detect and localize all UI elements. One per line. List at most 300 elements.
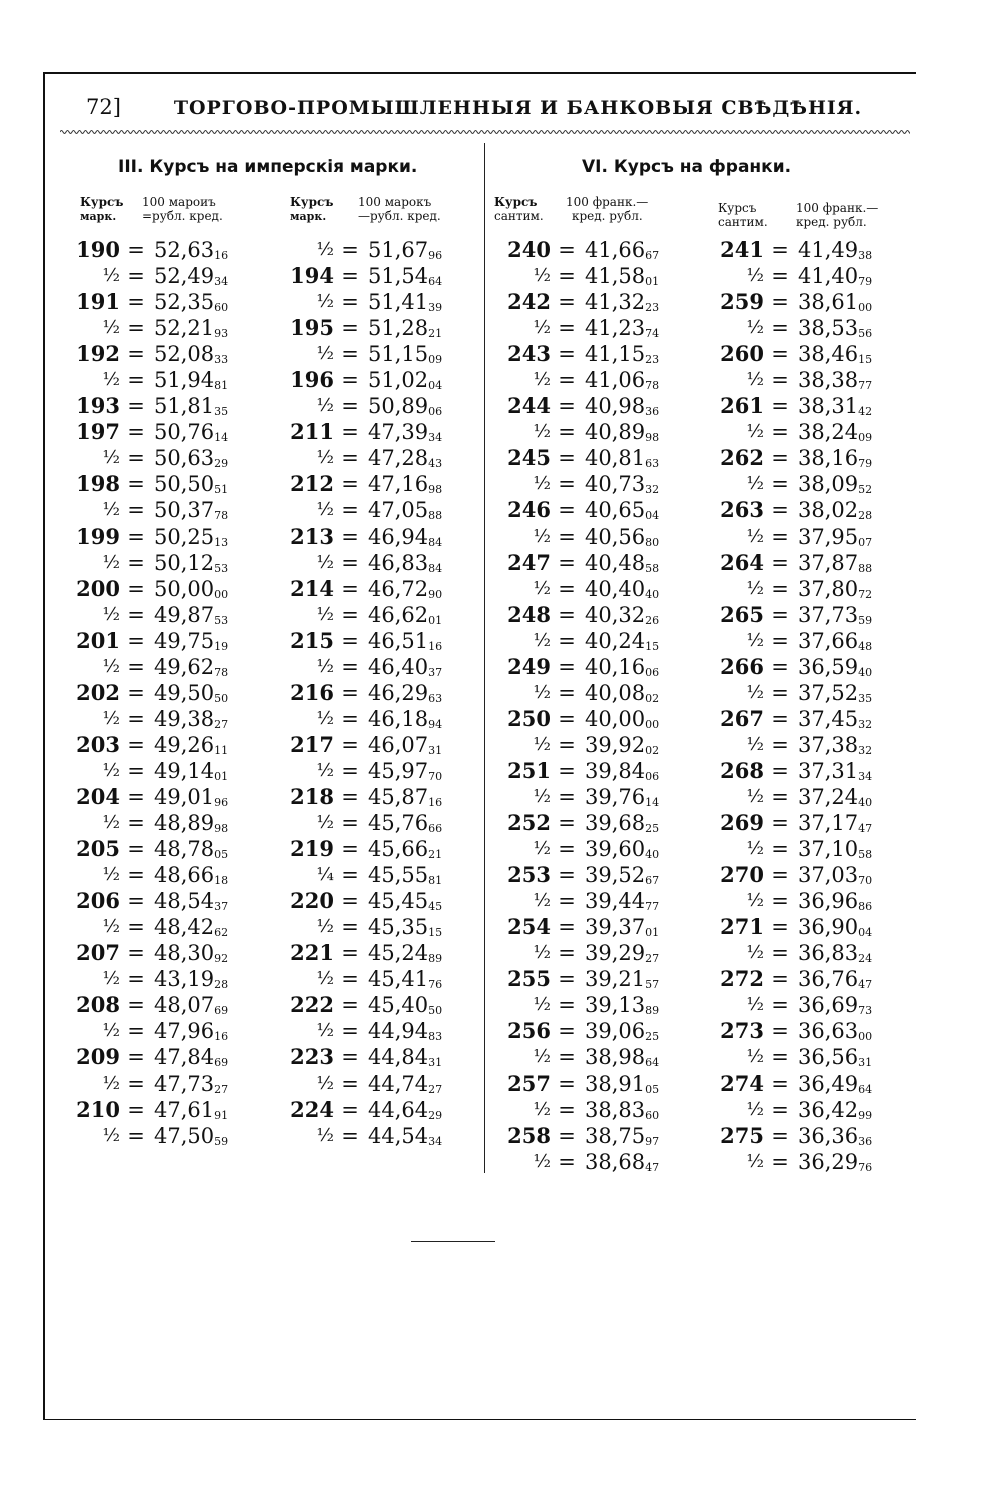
equals-sign: = xyxy=(127,1045,145,1070)
rate-value-fraction: 29 xyxy=(428,1108,443,1122)
rate-value-main: 39,06 xyxy=(585,1019,646,1044)
equals-sign: = xyxy=(558,784,576,809)
rate-value-main: 37,80 xyxy=(798,576,859,601)
rate-key: ½ xyxy=(533,1150,551,1172)
rate-value-main: 46,62 xyxy=(368,602,429,627)
rate-value-fraction: 64 xyxy=(428,275,443,289)
rate-value-fraction: 64 xyxy=(645,1056,660,1070)
equals-sign: = xyxy=(127,706,145,731)
rate-value-main: 48,89 xyxy=(154,811,215,836)
rate-value-main: 39,21 xyxy=(585,967,646,992)
rate-value-fraction: 34 xyxy=(428,431,443,445)
equals-sign: = xyxy=(127,967,145,992)
equals-sign: = xyxy=(341,628,359,653)
rate-value-fraction: 02 xyxy=(645,743,660,757)
rate-value-fraction: 78 xyxy=(645,379,660,393)
equals-sign: = xyxy=(771,628,789,653)
equals-sign: = xyxy=(771,550,789,575)
rate-value-main: 39,92 xyxy=(585,732,646,757)
equals-sign: = xyxy=(771,316,789,341)
rate-key: ½ xyxy=(316,603,334,625)
rate-value-main: 50,63 xyxy=(154,446,215,471)
rate-value-fraction: 16 xyxy=(214,1030,229,1044)
equals-sign: = xyxy=(341,732,359,757)
rate-key: 257 xyxy=(507,1070,551,1096)
equals-sign: = xyxy=(558,264,576,289)
rate-value-fraction: 01 xyxy=(428,613,443,627)
rate-key: 190 xyxy=(76,237,120,262)
rate-value-main: 46,18 xyxy=(368,706,429,731)
rate-value-fraction: 43 xyxy=(428,457,443,471)
equals-sign: = xyxy=(771,342,789,367)
rate-key: ½ xyxy=(316,812,334,834)
rate-value-main: 36,76 xyxy=(798,967,859,992)
equals-sign: = xyxy=(771,863,789,888)
equals-sign: = xyxy=(771,394,789,419)
rate-value-main: 50,76 xyxy=(154,420,215,445)
rate-value-fraction: 36 xyxy=(645,405,660,419)
rate-key: ¼ xyxy=(316,864,334,886)
rate-key: ½ xyxy=(533,890,551,912)
equals-sign: = xyxy=(127,524,145,549)
rate-key: 200 xyxy=(76,575,120,601)
equals-sign: = xyxy=(127,602,145,627)
rate-key: ½ xyxy=(316,395,334,417)
rate-value-fraction: 13 xyxy=(214,535,229,549)
rate-key: ½ xyxy=(533,1046,551,1068)
rate-value-fraction: 47 xyxy=(645,1160,660,1174)
rate-value-main: 40,16 xyxy=(585,654,646,679)
rate-value-fraction: 40 xyxy=(858,795,873,809)
rate-value-main: 49,50 xyxy=(154,680,215,705)
rate-value-main: 46,29 xyxy=(368,680,429,705)
equals-sign: = xyxy=(127,1019,145,1044)
rate-value-main: 39,13 xyxy=(585,993,646,1018)
equals-sign: = xyxy=(771,498,789,523)
header-kurs: Курсъ xyxy=(494,195,538,209)
rate-value-main: 37,24 xyxy=(798,784,859,809)
rate-key: ½ xyxy=(316,291,334,313)
rate-value-fraction: 84 xyxy=(428,535,443,549)
rate-value-main: 41,23 xyxy=(585,316,646,341)
rate-value-fraction: 48 xyxy=(858,639,873,653)
equals-sign: = xyxy=(127,1097,145,1122)
rate-key: 213 xyxy=(290,523,334,549)
rate-value-fraction: 99 xyxy=(858,1108,873,1122)
equals-sign: = xyxy=(558,1149,576,1174)
rate-value-fraction: 26 xyxy=(645,613,660,627)
rate-value-main: 36,42 xyxy=(798,1097,859,1122)
rate-value-main: 38,38 xyxy=(798,368,859,393)
rate-value-fraction: 98 xyxy=(214,822,229,836)
rate-key: 203 xyxy=(76,731,120,757)
equals-sign: = xyxy=(558,680,576,705)
rate-key: ½ xyxy=(746,317,764,339)
equals-sign: = xyxy=(341,758,359,783)
rate-key: 267 xyxy=(720,705,764,731)
rate-value-fraction: 25 xyxy=(645,1030,660,1044)
rate-key: ½ xyxy=(746,785,764,807)
rate-key: ½ xyxy=(102,603,120,625)
equals-sign: = xyxy=(558,1097,576,1122)
rate-value-fraction: 14 xyxy=(214,431,229,445)
rate-value-main: 37,38 xyxy=(798,732,859,757)
rate-value-fraction: 28 xyxy=(214,978,229,992)
header-unit: сантим. xyxy=(494,209,544,223)
rate-value-fraction: 77 xyxy=(858,379,873,393)
equals-sign: = xyxy=(558,342,576,367)
rate-key: 248 xyxy=(507,601,551,627)
rate-value-main: 48,07 xyxy=(154,993,215,1018)
rate-key: 264 xyxy=(720,549,764,575)
equals-sign: = xyxy=(127,654,145,679)
rate-value-fraction: 60 xyxy=(214,301,229,315)
rate-key: ½ xyxy=(316,916,334,938)
rate-key: ½ xyxy=(533,317,551,339)
rate-value-fraction: 31 xyxy=(428,743,443,757)
equals-sign: = xyxy=(341,654,359,679)
rate-value-main: 45,97 xyxy=(368,758,429,783)
rate-key: 210 xyxy=(76,1096,120,1122)
equals-sign: = xyxy=(341,1097,359,1122)
rate-value-main: 36,96 xyxy=(798,889,859,914)
equals-sign: = xyxy=(341,446,359,471)
rate-value-main: 45,76 xyxy=(368,811,429,836)
rate-key: ½ xyxy=(316,499,334,521)
rate-value-fraction: 32 xyxy=(645,483,660,497)
header-kurs: Курсъ xyxy=(718,201,757,215)
wavy-rule xyxy=(60,128,910,136)
equals-sign: = xyxy=(771,1071,789,1096)
rate-key: ½ xyxy=(316,1124,334,1146)
rate-key: 220 xyxy=(290,888,334,914)
rate-value-main: 44,84 xyxy=(368,1045,429,1070)
rate-value-main: 37,03 xyxy=(798,863,859,888)
rate-value-main: 36,63 xyxy=(798,1019,859,1044)
rate-key: 215 xyxy=(290,627,334,653)
equals-sign: = xyxy=(558,941,576,966)
equals-sign: = xyxy=(771,993,789,1018)
rate-value-main: 40,56 xyxy=(585,524,646,549)
rate-value-fraction: 73 xyxy=(858,1004,873,1018)
rate-value-fraction: 04 xyxy=(858,926,873,940)
equals-sign: = xyxy=(771,758,789,783)
rate-value-fraction: 84 xyxy=(428,561,443,575)
rate-value-fraction: 16 xyxy=(428,795,443,809)
rate-value-main: 46,51 xyxy=(368,628,429,653)
rate-key: 275 xyxy=(720,1122,764,1148)
rate-key: ½ xyxy=(316,343,334,365)
rate-value-fraction: 77 xyxy=(645,900,660,914)
equals-sign: = xyxy=(558,420,576,445)
rate-value-fraction: 31 xyxy=(858,1056,873,1070)
rate-value-main: 38,91 xyxy=(585,1071,646,1096)
rate-key: ½ xyxy=(102,968,120,990)
rate-key: 272 xyxy=(720,966,764,992)
rate-key: 270 xyxy=(720,862,764,888)
rate-value-fraction: 19 xyxy=(214,639,229,653)
rate-key: ½ xyxy=(533,421,551,443)
rate-value-main: 36,59 xyxy=(798,654,859,679)
rate-value-fraction: 25 xyxy=(645,822,660,836)
rate-value-main: 38,83 xyxy=(585,1097,646,1122)
rate-value-fraction: 39 xyxy=(428,301,443,315)
rate-value-main: 38,09 xyxy=(798,472,859,497)
rate-value-main: 41,15 xyxy=(585,342,646,367)
rate-value-main: 47,73 xyxy=(154,1071,215,1096)
equals-sign: = xyxy=(127,784,145,809)
equals-sign: = xyxy=(341,316,359,341)
rate-key: ½ xyxy=(533,629,551,651)
rate-value-main: 49,14 xyxy=(154,758,215,783)
header-currency: =рубл. кред. xyxy=(142,209,223,223)
equals-sign: = xyxy=(558,1045,576,1070)
equals-sign: = xyxy=(127,889,145,914)
rate-value-fraction: 16 xyxy=(428,639,443,653)
rate-key: ½ xyxy=(102,759,120,781)
rate-key: ½ xyxy=(746,1098,764,1120)
rate-key: ½ xyxy=(533,838,551,860)
rate-key: ½ xyxy=(102,707,120,729)
rate-key: ½ xyxy=(746,577,764,599)
rate-value-main: 40,00 xyxy=(585,706,646,731)
rate-value-main: 38,31 xyxy=(798,394,859,419)
rate-value-main: 44,94 xyxy=(368,1019,429,1044)
rate-value-main: 40,40 xyxy=(585,576,646,601)
rate-key: ½ xyxy=(316,239,334,260)
rate-value-main: 39,37 xyxy=(585,915,646,940)
rate-value xyxy=(585,1149,659,1179)
rate-value-main: 45,41 xyxy=(368,967,429,992)
rate-value-main: 39,52 xyxy=(585,863,646,888)
equals-sign: = xyxy=(771,967,789,992)
rate-key: 209 xyxy=(76,1044,120,1070)
rate-value-fraction: 29 xyxy=(214,457,229,471)
equals-sign: = xyxy=(771,889,789,914)
rate-value-main: 48,42 xyxy=(154,915,215,940)
rate-key: ½ xyxy=(746,265,764,287)
rate-value-main: 48,78 xyxy=(154,837,215,862)
rate-value-fraction: 06 xyxy=(645,665,660,679)
rate-value-fraction: 51 xyxy=(214,483,229,497)
equals-sign: = xyxy=(771,446,789,471)
rate-key: 207 xyxy=(76,940,120,966)
equals-sign: = xyxy=(127,420,145,445)
equals-sign: = xyxy=(341,680,359,705)
equals-sign: = xyxy=(341,811,359,836)
rate-value-fraction: 47 xyxy=(858,978,873,992)
rate-key: ½ xyxy=(316,447,334,469)
rate-value-main: 36,90 xyxy=(798,915,859,940)
equals-sign: = xyxy=(558,394,576,419)
rate-value-main: 51,81 xyxy=(154,394,215,419)
rate-key: 218 xyxy=(290,783,334,809)
equals-sign: = xyxy=(341,1045,359,1070)
rate-value-fraction: 32 xyxy=(858,717,873,731)
rate-value-main: 38,53 xyxy=(798,316,859,341)
rate-key: ½ xyxy=(316,1020,334,1042)
rate-key: 216 xyxy=(290,679,334,705)
rate-key: ½ xyxy=(746,421,764,443)
equals-sign: = xyxy=(558,811,576,836)
rate-value-fraction: 78 xyxy=(214,665,229,679)
rate-value-fraction: 53 xyxy=(214,561,229,575)
rate-key: ½ xyxy=(746,838,764,860)
rate-value-main: 49,62 xyxy=(154,654,215,679)
equals-sign: = xyxy=(771,811,789,836)
equals-sign: = xyxy=(341,576,359,601)
equals-sign: = xyxy=(771,784,789,809)
rate-value-main: 49,87 xyxy=(154,602,215,627)
rate-key: ½ xyxy=(746,369,764,391)
equals-sign: = xyxy=(558,915,576,940)
rate-key: 206 xyxy=(76,888,120,914)
rate-value-main: 46,83 xyxy=(368,550,429,575)
rate-key: 268 xyxy=(720,757,764,783)
rate-value-fraction: 15 xyxy=(645,639,660,653)
equals-sign: = xyxy=(771,420,789,445)
equals-sign: = xyxy=(341,993,359,1018)
rate-value-fraction: 79 xyxy=(858,457,873,471)
rate-value-main: 40,73 xyxy=(585,472,646,497)
header-currency: кред. рубл. xyxy=(572,209,643,223)
rate-key: 193 xyxy=(76,393,120,419)
rate-value-main: 48,30 xyxy=(154,941,215,966)
equals-sign: = xyxy=(127,837,145,862)
rate-value-main: 47,84 xyxy=(154,1045,215,1070)
rate-value-main: 40,24 xyxy=(585,628,646,653)
rate-value-main: 50,37 xyxy=(154,498,215,523)
equals-sign: = xyxy=(341,368,359,393)
rate-value-fraction: 63 xyxy=(428,691,443,705)
rate-key: ½ xyxy=(102,655,120,677)
rate-value-main: 39,84 xyxy=(585,758,646,783)
rate-value-fraction: 76 xyxy=(858,1160,873,1174)
rate-value-fraction: 23 xyxy=(645,353,660,367)
rate-key: ½ xyxy=(102,369,120,391)
rate-key: 266 xyxy=(720,653,764,679)
header-currency: кред. рубл. xyxy=(796,215,867,229)
rate-key: ½ xyxy=(102,317,120,339)
rate-value-main: 45,87 xyxy=(368,784,429,809)
rate-key: ½ xyxy=(102,551,120,573)
rate-key: ½ xyxy=(746,994,764,1016)
rate-key: ½ xyxy=(533,681,551,703)
rate-value-fraction: 31 xyxy=(428,1056,443,1070)
equals-sign: = xyxy=(127,863,145,888)
rate-value-fraction: 79 xyxy=(858,275,873,289)
equals-sign: = xyxy=(771,238,789,262)
rate-value-fraction: 02 xyxy=(645,691,660,705)
rate-key: ½ xyxy=(102,916,120,938)
rate-key: ½ xyxy=(316,655,334,677)
rate-value-fraction: 96 xyxy=(214,795,229,809)
rate-value-fraction: 04 xyxy=(645,509,660,523)
rate-value-fraction: 74 xyxy=(645,327,660,341)
equals-sign: = xyxy=(558,837,576,862)
rate-key: ½ xyxy=(746,1046,764,1068)
rate-value-fraction: 93 xyxy=(214,327,229,341)
rate-value-main: 52,49 xyxy=(154,264,215,289)
equals-sign: = xyxy=(558,706,576,731)
rate-key: 224 xyxy=(290,1096,334,1122)
rate-value-main: 37,10 xyxy=(798,837,859,862)
rate-key: ½ xyxy=(102,1020,120,1042)
rate-value-fraction: 96 xyxy=(428,249,443,262)
bottom-ornament-rule xyxy=(411,1241,495,1242)
equals-sign: = xyxy=(771,654,789,679)
header-unit: марк. xyxy=(80,210,117,223)
rate-value-main: 47,16 xyxy=(368,472,429,497)
rate-value-fraction: 34 xyxy=(214,275,229,289)
rate-value-main: 38,24 xyxy=(798,420,859,445)
equals-sign: = xyxy=(771,368,789,393)
rate-value-fraction: 81 xyxy=(214,379,229,393)
rate-value-main: 45,40 xyxy=(368,993,429,1018)
rate-key: 217 xyxy=(290,731,334,757)
rate-value-fraction: 28 xyxy=(858,509,873,523)
equals-sign: = xyxy=(558,889,576,914)
rate-key: 263 xyxy=(720,497,764,523)
rate-value-fraction: 23 xyxy=(645,301,660,315)
rate-key: ½ xyxy=(746,1150,764,1172)
equals-sign: = xyxy=(558,316,576,341)
rate-key: 255 xyxy=(507,966,551,992)
rate-value-fraction: 97 xyxy=(645,1134,660,1148)
frame-top-rule xyxy=(43,72,916,74)
rate-value-main: 52,35 xyxy=(154,290,215,315)
rate-key: 219 xyxy=(290,836,334,862)
rate-value-fraction: 38 xyxy=(858,249,873,262)
equals-sign: = xyxy=(341,342,359,367)
frame-left-rule xyxy=(43,72,45,1420)
equals-sign: = xyxy=(127,290,145,315)
equals-sign: = xyxy=(771,602,789,627)
rate-value xyxy=(154,1123,228,1153)
rate-value-main: 45,24 xyxy=(368,941,429,966)
rate-key: 256 xyxy=(507,1018,551,1044)
equals-sign: = xyxy=(341,290,359,315)
equals-sign: = xyxy=(127,446,145,471)
rate-value-fraction: 09 xyxy=(858,431,873,445)
rate-value-main: 46,72 xyxy=(368,576,429,601)
rate-value-main: 51,54 xyxy=(368,264,429,289)
equals-sign: = xyxy=(771,1019,789,1044)
rate-key: 269 xyxy=(720,810,764,836)
rate-value-fraction: 94 xyxy=(428,717,443,731)
equals-sign: = xyxy=(127,732,145,757)
equals-sign: = xyxy=(127,264,145,289)
rate-value-main: 37,17 xyxy=(798,811,859,836)
rate-value-fraction: 66 xyxy=(428,822,443,836)
rate-key: 222 xyxy=(290,992,334,1018)
equals-sign: = xyxy=(558,993,576,1018)
rate-value-main: 40,48 xyxy=(585,550,646,575)
rate-key: 201 xyxy=(76,627,120,653)
rate-value-fraction: 56 xyxy=(858,327,873,341)
rate-value-main: 51,94 xyxy=(154,368,215,393)
rate-value-main: 46,94 xyxy=(368,524,429,549)
rate-value-fraction: 52 xyxy=(858,483,873,497)
rate-value-fraction: 34 xyxy=(858,769,873,783)
rate-key: 198 xyxy=(76,471,120,497)
equals-sign: = xyxy=(127,941,145,966)
rate-value-fraction: 89 xyxy=(428,952,443,966)
rate-value-main: 40,32 xyxy=(585,602,646,627)
rate-key: 208 xyxy=(76,992,120,1018)
equals-sign: = xyxy=(127,316,145,341)
rate-value-main: 45,66 xyxy=(368,837,429,862)
